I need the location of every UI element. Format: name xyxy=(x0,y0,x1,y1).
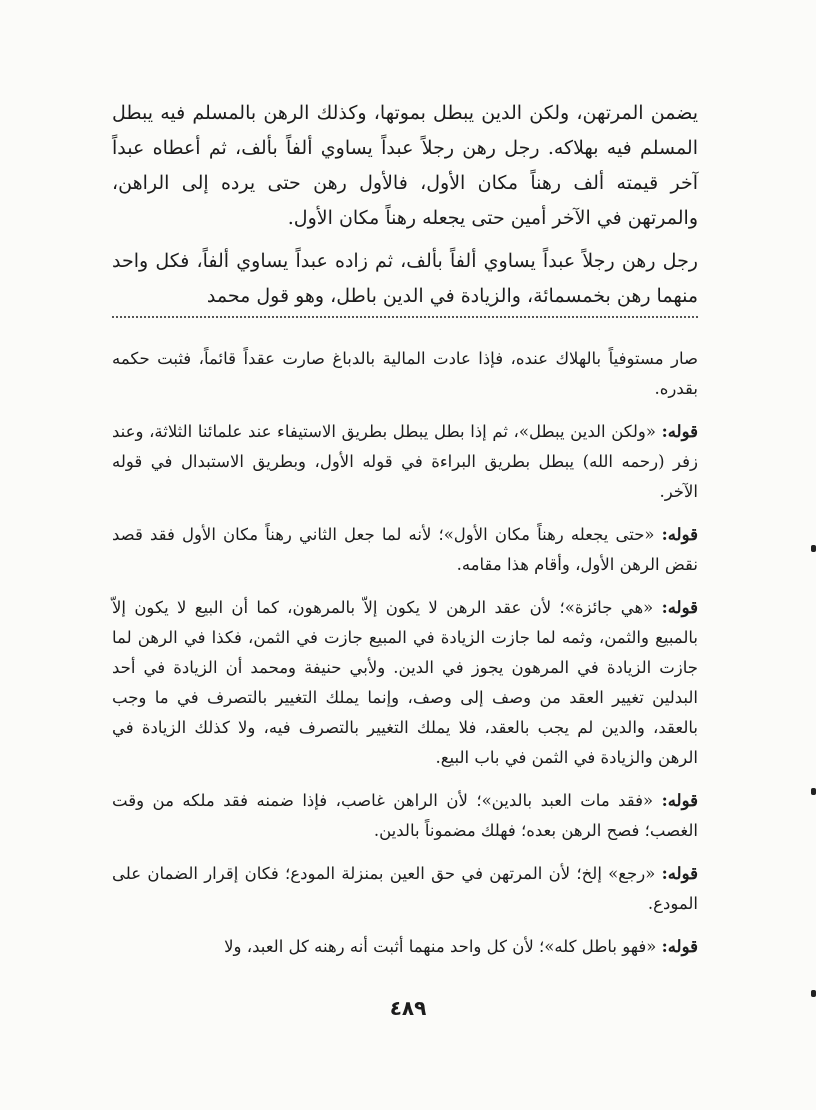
footnote-label: قوله: xyxy=(661,598,698,617)
scan-margin-mark xyxy=(811,545,816,552)
footnote-label: قوله: xyxy=(661,525,698,544)
footnote-entry xyxy=(112,593,698,773)
footnote-continuation: صار مستوفياً بالهلاك عنده، فإذا عادت المالية بالدباغ صارت عقداً قائماً، فثبت حكمه بقدره. xyxy=(112,349,698,398)
footnotes xyxy=(112,344,698,962)
footnote-entry xyxy=(112,417,698,507)
main-text xyxy=(112,96,698,314)
footnote-label: قوله: xyxy=(661,422,698,441)
scan-margin-mark xyxy=(811,788,816,795)
page-number: ٤٨٩ xyxy=(389,996,427,1020)
footnote-text: «حتى يجعله رهناً مكان الأول»؛ لأنه لما جعل الثاني رهناً مكان الأول فقد قصد نقض الرهن الأول، وأقام هذا مقامه. xyxy=(112,525,698,574)
main-paragraph: يضمن المرتهن، ولكن الدين يبطل بموتها، وكذلك الرهن بالمسلم فيه يبطل المسلم فيه بهلاكه. رجل رهن رجلاً عبداً يساوي ألفاً بألف، ثم أعطاه عبداً آخر قيمته ألف رهناً مكان الأول، فالأول رهن حتى يرده إلى الراهن، والمرتهن في الآخر أمين حتى يجعله رهناً مكان الأول. xyxy=(112,102,698,229)
footnote-entry xyxy=(112,520,698,580)
footnote-entry xyxy=(112,786,698,846)
footnote-label: قوله: xyxy=(661,937,698,956)
footnote-label: قوله: xyxy=(661,864,698,883)
footnote-text: «ولكن الدين يبطل»، ثم إذا بطل يبطل بطريق الاستيفاء عند علمائنا الثلاثة، وعند زفر (رحمه الله) يبطل بطريق البراءة في قوله الأول، وبطريق الاستبدال في قوله الآخر. xyxy=(112,422,698,501)
footnote-text: «فهو باطل كله»؛ لأن كل واحد منهما أثبت أنه رهنه كل العبد، ولا xyxy=(224,937,657,956)
footnote-label: قوله: xyxy=(661,791,698,810)
footnote-entry xyxy=(112,859,698,919)
footnote-entry xyxy=(112,932,698,962)
footnote-text: «رجع» إلخ؛ لأن المرتهن في حق العين بمنزلة المودع؛ فكان إقرار الضمان على المودع. xyxy=(112,864,698,913)
scan-margin-mark xyxy=(811,990,816,997)
main-paragraph: رجل رهن رجلاً عبداً يساوي ألفاً بألف، ثم زاده عبداً يساوي ألفاً، فكل واحد منهما رهن بخمسمائة، والزيادة في الدين باطل، وهو قول محمد xyxy=(112,250,698,307)
footnote-text: «فقد مات العبد بالدين»؛ لأن الراهن غاصب، فإذا ضمنه فقد ملكه من وقت الغصب؛ فصح الرهن بعده؛ فهلك مضموناً بالدين. xyxy=(112,791,698,840)
footnote-text: «هي جائزة»؛ لأن عقد الرهن لا يكون إلاّ بالمرهون، كما أن البيع لا يكون إلاّ بالمبيع والثمن، وثمه لما جازت الزيادة في المبيع جازت في الثمن، فكذا في الرهن لما جازت الزيادة في المرهون يجوز في الدين. ولأبي حنيفة ومحمد أن الزيادة في أحد البدلين تغيير العقد من وصف إلى وصف، وإنما يملك التغيير بالتصرف في ما وجب بالعقد، والدين لم يجب بالعقد، فلا يملك التغيير بالتصرف فيه، ولا كذلك الزيادة في الرهن والزيادة في الثمن في باب البيع. xyxy=(112,598,698,767)
footnote-separator xyxy=(112,316,698,318)
